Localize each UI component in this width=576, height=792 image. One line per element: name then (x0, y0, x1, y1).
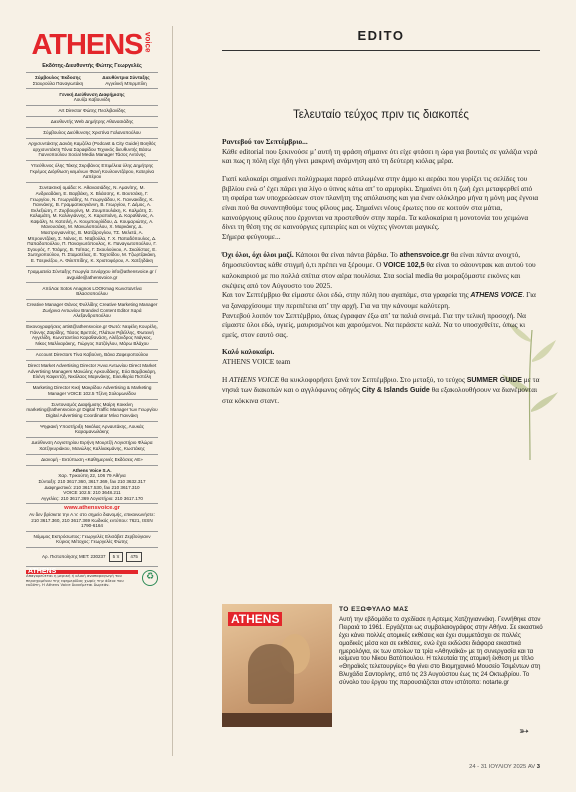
cover-thumbnail (222, 604, 332, 727)
paragraph-6-a: Η (222, 374, 228, 384)
folio (469, 764, 540, 770)
paragraph-3-lead: Όχι όλοι, όχι όλοι μαζί. (222, 249, 294, 259)
paragraph-3-c: θα είναι το σάουντρακ και αυτού του καλοκαιριού με πιο πολλά σπίτια στον αέρα πουλίσια. Στα social media θα μοιραζόμαστε εικόνες και σκέψεις από τον Αύγουστο του 2025. (222, 260, 536, 290)
company-name: Athens Voice S.A. (72, 467, 112, 473)
tel-4: Αγγελίες: 210 3617.369 Λογιστήριο: 210 3617.170 (41, 495, 143, 501)
distribution-note: Αν δεν βρίσκετε την Α.V. στο σημείο διανομής, επικοινωνήστε: 210 3617.360, 210 3617.369 Κωδικός εντύπου: 7621, ISSN 1790-6164 (29, 511, 155, 529)
logo-text: ATHENS (31, 29, 143, 61)
paragraph-2 (222, 174, 540, 242)
cover-credit-text: Αυτή την εβδομάδα το σχεδίασε η Αρτεμις Χατζηγιαννάκη. Γεννήθηκε στον Πειραιά το 1961. Εργάζεται ως συμβολαιογράφος στην Αθήνα. Σε εικαστικό έχει κάνει πολλές ατομικές εκθέσεις και έχει συμμετάσχει σε πολλές ομαδικές μέσα και σε εκθέσεις, ενώ έχει εκδώσει διάφορα εικαστικά ημερολόγια, εκ των οποίων τα τρία «Αθηναϊκά» με τη συνεργασία και τα κείμενα του Νίκου Βατόπουλου. Η τελευταία της ατομική έκθεση με τίτλο «Θηραϊκές τελετουργίες» θα γίνει στο Βιομηχανικό Μουσείο Τσιμέντων στη Βλυχάδα Σαντορίνης, από τις 23 Αυγούστου έως τις 24 Οκτωβρίου. Το σύνολο του έργου της παρουσιάζεται στον ιστότοπο: notarte.gr (339, 615, 543, 687)
cover-credit-title: ΤΟ ΕΞΩΦΥΛΛΟ ΜΑΣ (339, 606, 409, 613)
staff-block-4: Γραμματεία Σύνταξης Γεωργία Ξενάρχου info@athensvoice.gr / avguide@athensvoice.gr (26, 266, 158, 283)
site-link[interactable]: athensvoice.gr (399, 251, 449, 259)
recycle-icon: ♻ (142, 570, 158, 586)
adviser-label: Σύμβουλος Έκδοσης (35, 74, 81, 80)
publisher-line: Εκδότης-Διευθυντής Φώτης Γεωργελές (42, 63, 142, 69)
code-badge-1: 5 π (109, 552, 124, 562)
code-badge-2: 475 (126, 552, 142, 562)
editor-name: Αγγελική Μπιρμπίλη (105, 80, 147, 86)
cover-credit (339, 606, 544, 687)
paragraph-4-b: . Για να ξαναρχίσουμε την περιπέτεια απ’ την αρχή. Για να την κάνουμε καλύτερη. (222, 290, 536, 310)
paragraph-6-b: θα κυκλοφορήσει ξανά τον Σεπτέμβριο. Στο μεταξύ, το τεύχος (280, 374, 465, 384)
logo-sub: voice (143, 32, 153, 53)
tel-3: VOICE 102.5: 210 3648.211 (63, 490, 121, 496)
paragraph-4-a: Και τον Σεπτέμβριο θα είμαστε όλοι εδώ, στην πόλη που αγαπάμε, στα γραφεία της (222, 290, 469, 300)
editor-label: Διευθύντρια Σύνταξης (102, 74, 150, 80)
adviser-name: Σταυρούλα Παναγιωτάκη (32, 80, 84, 86)
website-link[interactable]: www.athensvoice.gr (64, 505, 120, 512)
column-divider (172, 26, 173, 756)
folio-brand: AV (527, 764, 536, 770)
company-address (26, 465, 158, 504)
paragraph-2-text: Γιατί καλοκαίρι σημαίνει πολύχρωμα παρεό απλωμένα στην άμμο κι αεράκι που γυρίζει τις σελίδες του βιβλίου ενώ σ’ έχει πάρει για λίγο ο ύπνος κάτω απ’ το αρμυρίκι. Σημαίνει ότι η ζωή έχει μεταφερθεί από τη σφαίρα των υποχρεώσεων στον πλανήτη της απόλαυσης και για έναν ολόκληρο μήνα η μόνη μας έγνοια είναι πού θα συναντηθούμε τους φίλους μας. Σημαίνει νέους έρωτες που σε κοιτούν στα μάτια, καινούργιους φίλους που έρχονται να προστεθούν στην παρέα. Τα καλοκαίρια η μονοτονία του χειμώνα δίνει τη θέση της σε καινούργιες εμπειρίες και οι νύχτες γίνονται μαγικές. (222, 173, 539, 232)
edito-headline: Τελευταίο τεύχος πριν τις διακοπές (293, 109, 469, 121)
staff-block-2: Υπεύθυνος ύλης Τάκης Σκριβάνος Επιμέλεια ύλης Δημήτρης Γκρέμος Διόρθωση κειμένων Φανή Κουλουντζάρου, Κατερίνα Λαπέρου (26, 160, 158, 182)
footer-logo: ATHENS (26, 570, 138, 575)
registration-number: Αρ. Πιστοποίησης ΜΕΤ: 230237 (42, 553, 106, 559)
web-director-line: Διευθυντής Web Δημήτρης Αθανασιάδης (26, 116, 158, 127)
masthead-leaders (26, 72, 158, 89)
issue-dates: 24 - 31 ΙΟΥΛΙΟΥ 2025 (469, 764, 527, 770)
paragraph-5: Ραντεβού λοιπόν τον Σεπτέμβριο, όπως έγραφαν έξω απ’ τα παλιά σινεμά. Για την τελική προσοχή. Να είμαστε όλοι εδώ, υγιείς, μαυρισμένοι και χαρούμενοι. Να περάσετε καλά. Να το υποσχεθείτε, όπως κι εμείς, στον εαυτό σας. (222, 310, 526, 339)
swirl-arrow-icon: ➳ (519, 724, 530, 738)
signature-line-1: Καλό καλοκαίρι. (222, 347, 275, 357)
staff-block-3: Συντακτική ομάδα: Κ. Αθανασιάδης, Ν. Αμανίτης, Μ. Ανδρεαδάκη, Ε. Βαρβάκη, Χ. Βλάσσης, Κ. Βουτσάκη, Γ. Γεωργίου, Ν. Γεωργιάδης, Ν. Γεωργιάδου, Κ. Γιαννακίδης, Κ. Γιαννάκης, Β. Γραμματικογιάννη, Β. Γεωργίου, Γ. Δέμος, Α. Εκλεξιώτη, Γ. Ζυρβουρίνη, Μ. Ζουμπουλάκη, Κ. Καλμάτη, Σ. Καλαμάτη, Μ. Καλλιγιάννης, Χ. Καραπιάνη, Δ. Καραθάνος, Α. Καψάλη, Ν. Κατσιλή, Α. Κουμπουρλίδου, Δ. Κουμαριώτης, Α. Μανουσάκη, Μ. Μανωλοπούλου, Χ. Μαρκάκης, Δ. Μαστρογιαννίτης, Β. Ματζάρογλου, ΤΣ. Μελετά, Α. Μπρουντζάκη, Σ. Νάνος, Ε. Νταβούλα, Γ. Χ. Παπαδόπουλος, Δ. Παπαδοπούλου, Π. Παναγιωτόπουλος, Κ. Παναγιωτοπούλου, Γ. Σγουρός, Γ. Τσάμης, Β. Τσίπας, Γ. Σκουλούκου, Λ. Σκαλίστας, Ε. Σωτηροπούλου, Π. Σταματέλας, Ε. Ταχτσίδου, Μ. Τζωρτζακάκη, Ε. Τσερκέζου, Α. Φιλιππίδης, Κ. Χριστοφόρου, Λ. Χατζηδάκη (26, 182, 158, 266)
staff-block-10: Marketing Director Κική Μακρίδου Advertising & Marketing Manager VOICE 102.5 Τζένη Σολομωνίδου (26, 382, 158, 399)
signature (222, 347, 540, 366)
summer-guide-name: SUMMER GUIDE (466, 376, 522, 384)
staff-block-7: Εικονογραφήσεις artist@athensvoice.gr Φωτό: Νεφέλη Κουρέλη, Γιάννης Ζαϊρίδης, Τάσος Βρεττός, Πλάτων Ριβέλλης, Φωτεινή Αγγελίδη, Κωνσταντίνα Καραθανάση, Αλέξανδρος Νιάγκος, Νίκος Μαλλιαράκης, Γιώργος Χατζόγλου, Μάρω Βλάχου (26, 321, 158, 349)
section-title: EDITO (222, 28, 540, 51)
staff-block-5: ΑπόΛαε Sotos Anagnos LOOKmag Κωνσταντίνα Βλασσοπούλου (26, 282, 158, 299)
signature-line-2: ATHENS VOICE team (222, 357, 291, 367)
web-block (26, 503, 158, 530)
paragraph-1-text: Κάθε editorial που ξεκινούσε μ’ αυτή τη φράση σήμαινε ότι είχε φτάσει η ώρα για βουτιές σε γαλάζια νερά και πως η πόλη είχε ήδη γίνει μακρινή ανάμνηση από τη δεύτερη κιόλας μέρα. (222, 146, 538, 166)
masthead (26, 30, 158, 782)
paragraph-1-lead: Ραντεβού τον Σεπτέμβριο... (222, 137, 308, 146)
brand-name: ATHENS VOICE (470, 292, 523, 300)
staff-block-11: Συντονισμός Διαφήμισης Μαίρη Κοκκίνη marketing@athensvoice.gr Digital Traffic Manager Ίων Γεωργίου Digital Advertising Coordinator Μίνα Γιαννάκη (26, 399, 158, 421)
sales-label: Γενική Διεύθυνση Διαφήμισης (59, 91, 125, 97)
paragraph-2-end: Σήμερα φεύγουμε... (222, 231, 281, 241)
edito-column (222, 28, 540, 414)
tel-1: Σύνταξη: 210 3617.360, 3617.369, fax 210 3632.317 (38, 478, 146, 484)
address: Χαρ. Τρικούπη 22, 106 79 Αθήνα (58, 473, 126, 479)
paragraph-3-b: θα είναι πάντα ανοιχτό, δημοσιεύοντας κάθε στιγμή ό,τι πρέπει να ξέρουμε. Ο (222, 249, 521, 270)
tel-2: Διαφημιστικό: 210 3617.530, fax 210 3617.310 (44, 484, 140, 490)
staff-block-1: Αρχισυντάκτης Δανάη Καμζέλα (Podcast & City Guide) Βοηθός αρχισυντάκτη Τόνια Σαραφίδου Τεχνικός διευθυντής Βάσω Γιαννοπούλου Social Media Manager Τάσος Αντόνης (26, 138, 158, 160)
masthead-logo (26, 30, 158, 60)
paragraph-1 (222, 137, 540, 166)
city-guide-name: City & Islands Guide (361, 387, 430, 395)
paragraph-6-brand: ATHENS VOICE (229, 374, 280, 384)
sales-name: Λουίζα Καβουνίδη (73, 97, 111, 103)
staff-block-13: Διεύθυνση Λογιστηρίου Ειρήνη Μουρτζή Λογιστήριο Φλώρα Χατζηκυριάκου, Μανώλης Καλλιακμάνης, Κωστάκης (26, 437, 158, 454)
art-director-line: Art Director Φώτης Πεσλιβανίδης (26, 105, 158, 116)
staff-block-12: Ψηφιακή Υποστήριξη Νικόλας Αρναυτάκης, Λουκάς Καραμανωλάκης (26, 421, 158, 438)
footer-text: Απαγορεύεται η μερική ή ολική αναπαραγωγή του περιεχομένου της εφημερίδας χωρίς την άδεια του εκδότη. Η Athens Voice διανέμεται δωρεάν. (26, 573, 124, 588)
edito-body (222, 137, 540, 406)
page-number: 3 (536, 764, 540, 770)
staff-block-9: Direct Market Advertising Director Άννα Αντωνίου Direct Market Advertising Managers Μανώλης Αρκουδάκης, Εύα Βαμβακάρη, Ελένη Καφεντζή, Νικόλαος Μαρινάκης, Ελευθερία Πιστόλη (26, 360, 158, 382)
staff-block-8: Account Directors Τίνα Καβούνη, Βάνα Ζαφειροπούλου (26, 349, 158, 360)
paragraph-3 (222, 250, 540, 340)
paragraph-3-a: Κάποιοι θα είναι πάντα βάρδια. Το (295, 249, 398, 259)
paragraph-6-d: θα εξακολουθήσουν να διανέμονται στα κόκκινα σταντ. (222, 385, 538, 406)
staff-block-14: Διανομή - Εκτύπωση «Καθημερινές Εκδόσεις ΑΕ» (26, 454, 158, 465)
masthead-footer (26, 566, 158, 588)
staff-block-6: Creative Manager Θάνος Φυλλίδης Creative Marketing Manager Ζωήρινα Αντωνίου Branded Content Editor Χαρά Αλεξανδροπούλου (26, 299, 158, 321)
paragraph-6 (222, 375, 540, 406)
legal-block: Νόμιμος Εκπρόσωπος: Γεωργελές Ελισάβετ Ζερβούγιανν Κύριος Μέτοχος: Γεωργελές Φώτης (26, 531, 158, 547)
paragraph-6-c: με τα νησιά των διακοπών και ο αγγλόφωνος οδηγός (222, 374, 540, 395)
radio-name: VOICE 102,5 (383, 262, 425, 270)
adviser2-line: Σύμβουλος Διεύθυνσης Χριστίνα Γαλανοπούλου (26, 127, 158, 138)
registration-block (26, 547, 158, 566)
sales-block (26, 88, 158, 105)
cover-logo: ATHENS (228, 612, 282, 626)
